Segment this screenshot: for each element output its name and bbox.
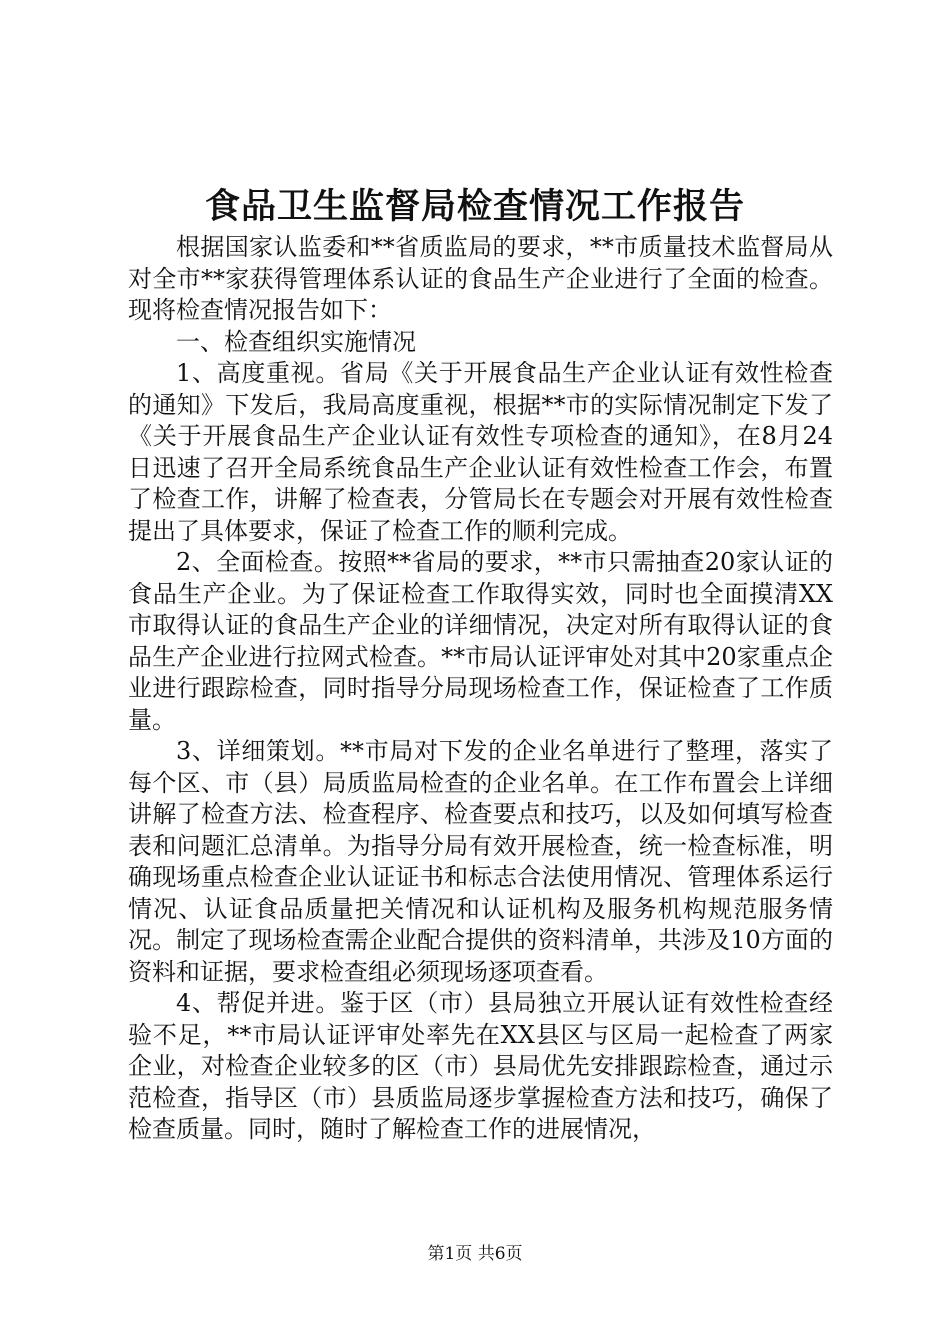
section-heading-1: 一、检查组织实施情况 <box>176 327 416 356</box>
paragraph-intro: 根据国家认监委和**省质监局的要求，**市质量技术监督局从对全市**家获得管理体系认证的食品生产企业进行了全面的检查。现将检查情况报告如下： <box>128 233 833 324</box>
paragraph-item-4: 4、帮促并进。鉴于区（市）县局独立开展认证有效性检查经验不足，**市局认证评审处率先在XX县区与区局一起检查了两家企业，对检查企业较多的区（市）县局优先安排跟踪检查，通过示范检查，指导区（市）县质监局逐步掌握检查方法和技巧，确保了检查质量。同时，随时了解检查工作的进展情况， <box>128 989 833 1143</box>
paragraph-item-1: 1、高度重视。省局《关于开展食品生产企业认证有效性检查的通知》下发后，我局高度重视，根据**市的实际情况制定下发了《关于开展食品生产企业认证有效性专项检查的通知》，在8月24日迅速了召开全局系统食品生产企业认证有效性检查工作会，布置了检查工作，讲解了检查表，分管局长在专题会对开展有效性检查提出了具体要求，保证了检查工作的顺利完成。 <box>128 359 833 545</box>
page-footer: 第1页 共6页 <box>427 1244 523 1264</box>
document-title: 食品卫生监督局检查情况工作报告 <box>204 186 745 227</box>
paragraph-item-3: 3、详细策划。**市局对下发的企业名单进行了整理，落实了每个区、市（县）局质监局检查的企业名单。在工作布置会上详细讲解了检查方法、检查程序、检查要点和技巧，以及如何填写检查表和问题汇总清单。为指导分局有效开展检查，统一检查标准，明确现场重点检查企业认证证书和标志合法使用情况、管理体系运行情况、认证食品质量把关情况和认证机构及服务机构规范服务情况。制定了现场检查需企业配合提供的资料清单，共涉及10方面的资料和证据，要求检查组必须现场逐项查看。 <box>128 737 833 986</box>
paragraph-item-2: 2、全面检查。按照**省局的要求，**市只需抽查20家认证的食品生产企业。为了保证检查工作取得实效，同时也全面摸清XX市取得认证的食品生产企业的详细情况，决定对所有取得认证的食品生产企业进行拉网式检查。**市局认证评审处对其中20家重点企业进行跟踪检查，同时指导分局现场检查工作，保证检查了工作质量。 <box>128 548 833 734</box>
document-body <box>128 232 833 1146</box>
